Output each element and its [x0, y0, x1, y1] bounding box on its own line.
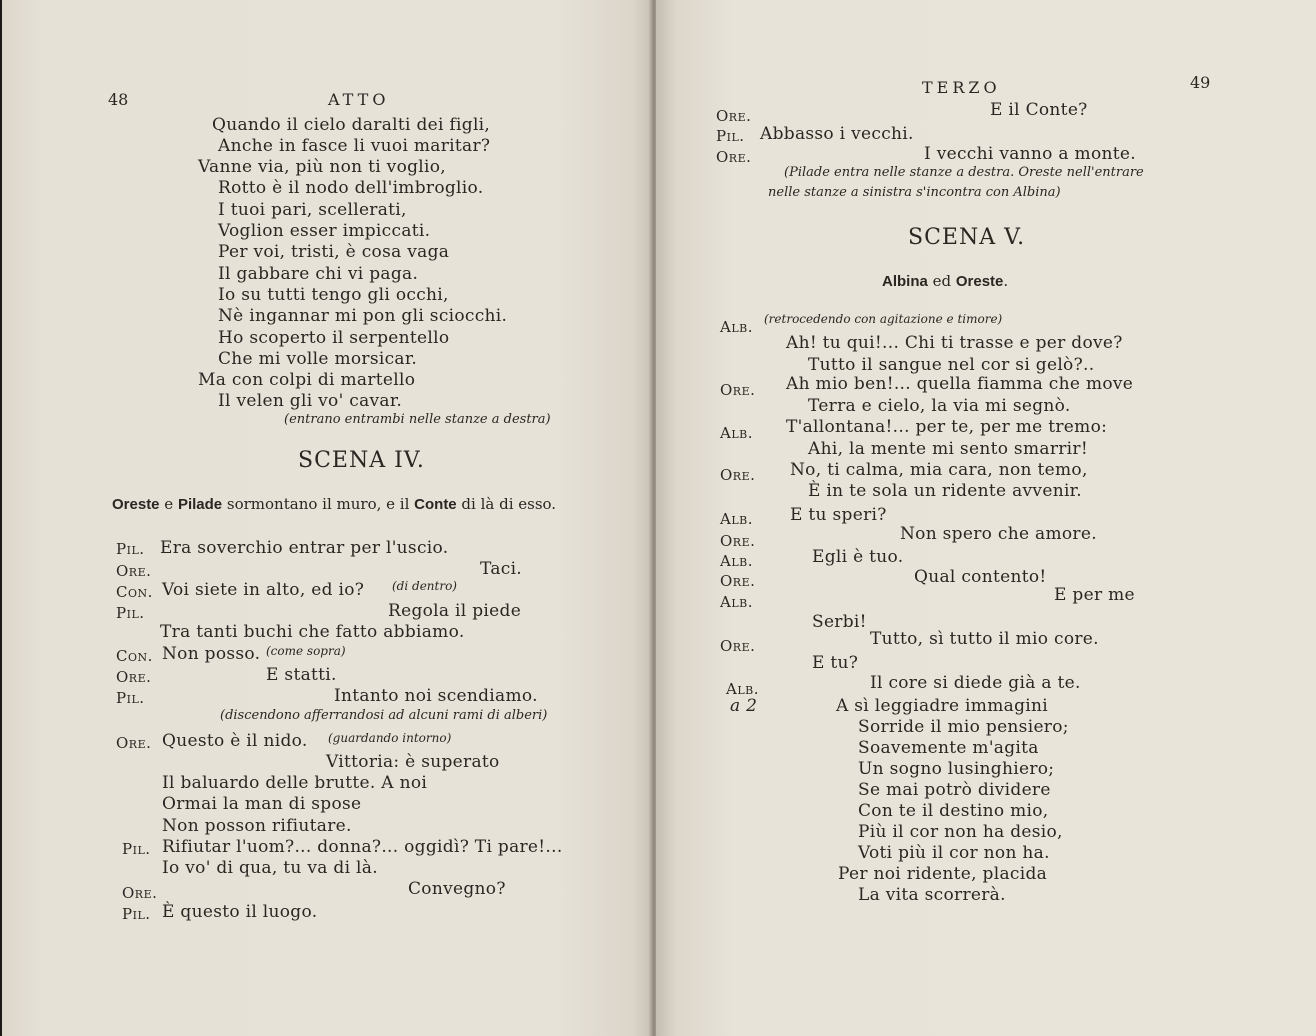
dialogue-line: Tra tanti buchi che fatto abbiamo. [160, 622, 465, 642]
dialogue-line: Un sogno lusinghiero; [858, 759, 1055, 779]
dialogue-line: E tu speri? [790, 505, 887, 525]
dialogue-line: Con te il destino mio, [858, 801, 1049, 821]
speaker-label: Alb. [726, 680, 759, 698]
cast-name: Albina [882, 273, 928, 290]
speaker-label: Alb. [720, 552, 753, 570]
dialogue-line: Regola il piede [388, 601, 522, 621]
running-head: TERZO [922, 78, 1001, 97]
dialogue-line: I vecchi vanno a monte. [924, 144, 1136, 164]
speaker-label: Ore. [720, 637, 756, 655]
dialogue-line: E tu? [812, 653, 859, 673]
speaker-label: Ore. [716, 107, 752, 125]
speaker-label: Pil. [116, 604, 145, 622]
dialogue-line: Più il cor non ha desio, [858, 822, 1063, 842]
verse-line: Anche in fasce li vuoi maritar? [218, 136, 491, 156]
dialogue-line: Voi siete in alto, ed io? [162, 580, 365, 600]
dialogue-line: Ahi, la mente mi sento smarrir! [808, 439, 1088, 459]
scene-title: SCENA V. [908, 225, 1026, 250]
speaker-label: Ore. [720, 381, 756, 399]
verse-line: Per voi, tristi, è cosa vaga [218, 242, 450, 262]
dialogue-line: Questo è il nido. [162, 731, 308, 751]
dialogue-line: Ah! tu qui!... Chi ti trasse e per dove? [786, 333, 1123, 353]
inline-direction: (retrocedendo con agitazione e timore) [764, 312, 1003, 326]
stage-direction: (Pilade entra nelle stanze a destra. Oreste nell'entrare [784, 165, 1144, 180]
verse-line: Che mi volle morsicar. [218, 349, 418, 369]
speaker-label: Ore. [116, 734, 152, 752]
speaker-label: Pil. [716, 127, 745, 145]
dialogue-line: Per noi ridente, placida [838, 864, 1048, 884]
dialogue-line: Non posson rifiutare. [162, 816, 352, 836]
speaker-label: Alb. [720, 510, 753, 528]
speaker-label: Pil. [122, 905, 151, 923]
dialogue-line: Taci. [480, 559, 523, 579]
dialogue-line: Voti più il cor non ha. [858, 843, 1050, 863]
dialogue-line: E il Conte? [990, 100, 1088, 120]
dialogue-line: Ormai la man di spose [162, 794, 362, 814]
inline-direction: (di dentro) [392, 579, 457, 593]
scene-title: SCENA IV. [298, 448, 425, 473]
speaker-label: Ore. [716, 148, 752, 166]
cast-name: Oreste [112, 496, 160, 513]
inline-direction: (guardando intorno) [328, 731, 452, 745]
verse-line: Nè ingannar mi pon gli sciocchi. [218, 306, 508, 326]
dialogue-line: Convegno? [408, 879, 506, 899]
running-head: ATTO [328, 90, 390, 109]
dialogue-line: Abbasso i vecchi. [760, 124, 914, 144]
speaker-label: Con. [116, 647, 153, 665]
dialogue-line: È in te sola un ridente avvenir. [808, 481, 1082, 501]
dialogue-line: Era soverchio entrar per l'uscio. [160, 538, 449, 558]
dialogue-line: Il core si diede già a te. [870, 673, 1081, 693]
speaker-label: Ore. [116, 668, 152, 686]
verse-line: Quando il cielo daralti dei figli, [212, 115, 491, 135]
speaker-label: Pil. [122, 840, 151, 858]
left-page [2, 0, 652, 1036]
verse-line: Ho scoperto il serpentello [218, 328, 450, 348]
verse-line: Ma con colpi di martello [198, 370, 416, 390]
right-page [656, 0, 1316, 1036]
cast-name: Conte [414, 496, 457, 513]
speaker-label: Alb. [720, 424, 753, 442]
cast-name: Pilade [177, 496, 223, 513]
speaker-label: a 2 [730, 696, 758, 716]
speaker-label: Alb. [720, 318, 753, 336]
dialogue-line: T'allontana!... per te, per me tremo: [786, 417, 1108, 437]
dialogue-line: Tutto, sì tutto il mio core. [870, 629, 1099, 649]
speaker-label: Ore. [122, 884, 158, 902]
speaker-label: Pil. [116, 540, 145, 558]
dialogue-line: Rifiutar l'uom?... donna?... oggidì? Ti pare!... [162, 837, 563, 857]
verse-line: Vanne via, più non ti voglio, [198, 157, 447, 177]
dialogue-line: E statti. [266, 665, 337, 685]
dialogue-line: Tutto il sangue nel cor si gelò?.. [808, 355, 1095, 375]
dialogue-line: Intanto noi scendiamo. [334, 686, 538, 706]
speaker-label: Ore. [720, 572, 756, 590]
page-number: 48 [108, 90, 129, 109]
speaker-label: Con. [116, 583, 153, 601]
dialogue-line: E per me [1054, 585, 1135, 605]
speaker-label: Alb. [720, 593, 753, 611]
dialogue-line: Egli è tuo. [812, 547, 904, 567]
speaker-label: Pil. [116, 689, 145, 707]
dialogue-line: Non spero che amore. [900, 524, 1097, 544]
verse-line: Il gabbare chi vi paga. [218, 264, 419, 284]
dialogue-line: Non posso. [162, 644, 261, 664]
scene-cast: Oreste e Pilade sormontano il muro, e il Conte di là di esso. [112, 495, 557, 513]
dialogue-line: A sì leggiadre immagini [836, 696, 1048, 716]
dialogue-line: Se mai potrò dividere [858, 780, 1051, 800]
dialogue-line: La vita scorrerà. [858, 885, 1006, 905]
stage-direction: (entrano entrambi nelle stanze a destra) [284, 412, 551, 427]
verse-line: I tuoi pari, scellerati, [218, 200, 407, 220]
dialogue-line: Ah mio ben!... quella fiamma che move [786, 374, 1134, 394]
speaker-label: Ore. [720, 466, 756, 484]
cast-name: Oreste [955, 273, 1004, 290]
dialogue-line: Io vo' di qua, tu va di là. [162, 858, 378, 878]
page-number: 49 [1190, 73, 1211, 92]
scene-cast: Albina ed Oreste. [882, 272, 1009, 290]
verse-line: Rotto è il nodo dell'imbroglio. [218, 178, 484, 198]
dialogue-line: Vittoria: è superato [326, 752, 500, 772]
stage-direction: (discendono afferrandosi ad alcuni rami di alberi) [220, 708, 548, 723]
inline-direction: (come sopra) [266, 644, 346, 658]
stage-direction: nelle stanze a sinistra s'incontra con Albina) [768, 185, 1061, 200]
dialogue-line: Terra e cielo, la via mi segnò. [808, 396, 1071, 416]
speaker-label: Ore. [116, 562, 152, 580]
dialogue-line: È questo il luogo. [162, 902, 318, 922]
dialogue-line: Sorride il mio pensiero; [858, 717, 1069, 737]
dialogue-line: No, ti calma, mia cara, non temo, [790, 460, 1088, 480]
dialogue-line: Serbi! [812, 612, 867, 632]
verse-line: Il velen gli vo' cavar. [218, 391, 403, 411]
dialogue-line: Soavemente m'agita [858, 738, 1039, 758]
verse-line: Voglion esser impiccati. [218, 221, 431, 241]
verse-line: Io su tutti tengo gli occhi, [218, 285, 449, 305]
speaker-label: Ore. [720, 532, 756, 550]
dialogue-line: Il baluardo delle brutte. A noi [162, 773, 428, 793]
dialogue-line: Qual contento! [914, 567, 1047, 587]
